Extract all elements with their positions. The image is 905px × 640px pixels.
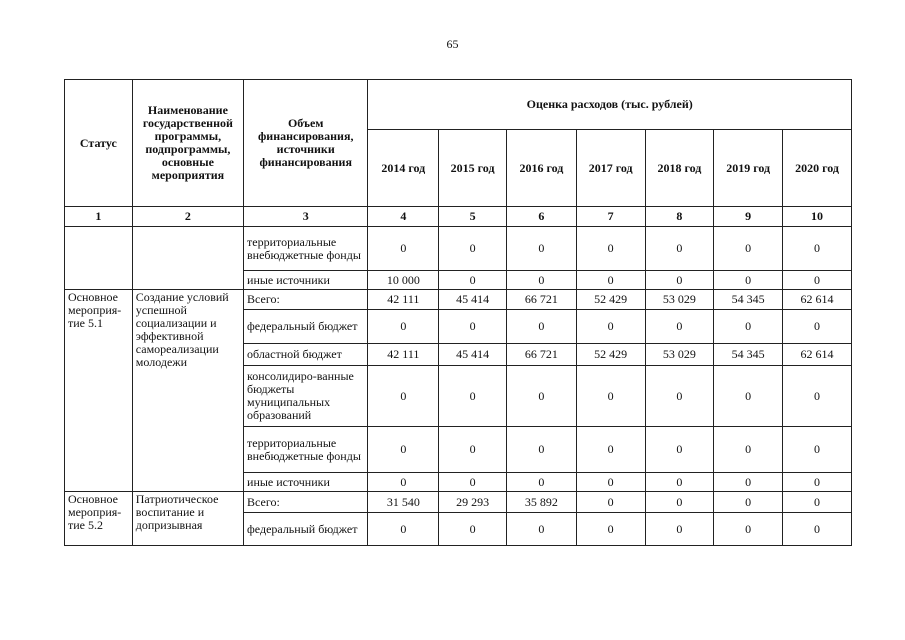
- status-cell: [65, 227, 133, 290]
- expense-table: [64, 79, 852, 546]
- value-cell: 0: [645, 513, 714, 546]
- value-cell: 0: [576, 513, 645, 546]
- value-cell: 54 345: [714, 344, 783, 366]
- column-number: 4: [368, 207, 439, 227]
- value-cell: 62 614: [783, 344, 852, 366]
- value-cell: 0: [506, 366, 576, 427]
- value-cell: 0: [506, 513, 576, 546]
- header-year: 2016 год: [506, 130, 576, 207]
- column-number: 5: [439, 207, 507, 227]
- funding-source: иные источники: [244, 473, 368, 492]
- value-cell: 0: [645, 427, 714, 473]
- value-cell: 0: [439, 473, 507, 492]
- program-name-cell: [132, 227, 243, 290]
- value-cell: 0: [714, 227, 783, 271]
- value-cell: 0: [783, 492, 852, 513]
- value-cell: 45 414: [439, 290, 507, 310]
- header-year: 2018 год: [645, 130, 714, 207]
- value-cell: 29 293: [439, 492, 507, 513]
- value-cell: 0: [439, 271, 507, 290]
- value-cell: 52 429: [576, 344, 645, 366]
- value-cell: 0: [714, 271, 783, 290]
- value-cell: 53 029: [645, 344, 714, 366]
- value-cell: 0: [783, 271, 852, 290]
- value-cell: 0: [368, 427, 439, 473]
- value-cell: 45 414: [439, 344, 507, 366]
- header-program-name: Наименование государственной программы, подпрограммы, основные мероприятия: [132, 80, 243, 207]
- table-row: [65, 290, 852, 310]
- value-cell: 0: [576, 427, 645, 473]
- value-cell: 0: [783, 310, 852, 344]
- status-cell: Основное мероприя-тие 5.1: [65, 290, 133, 492]
- value-cell: 31 540: [368, 492, 439, 513]
- value-cell: 0: [783, 366, 852, 427]
- value-cell: 0: [783, 473, 852, 492]
- value-cell: 0: [439, 310, 507, 344]
- funding-source: федеральный бюджет: [244, 513, 368, 546]
- value-cell: 0: [439, 427, 507, 473]
- value-cell: 0: [783, 513, 852, 546]
- value-cell: 0: [368, 473, 439, 492]
- funding-source: Всего:: [244, 290, 368, 310]
- funding-source: консолидиро-ванные бюджеты муниципальных образований: [244, 366, 368, 427]
- header-estimate: Оценка расходов (тыс. рублей): [368, 80, 852, 130]
- column-number: 9: [714, 207, 783, 227]
- header-year: 2017 год: [576, 130, 645, 207]
- value-cell: 0: [368, 513, 439, 546]
- value-cell: 0: [576, 492, 645, 513]
- header-funding: Объем финансирования, источники финансирования: [244, 80, 368, 207]
- header-year: 2014 год: [368, 130, 439, 207]
- value-cell: 0: [645, 492, 714, 513]
- program-name-cell: Создание условий успешной социализации и эффективной самореализации молодежи: [132, 290, 243, 492]
- value-cell: 0: [714, 513, 783, 546]
- column-number: 2: [132, 207, 243, 227]
- value-cell: 0: [368, 310, 439, 344]
- value-cell: 10 000: [368, 271, 439, 290]
- value-cell: 42 111: [368, 290, 439, 310]
- value-cell: 0: [576, 366, 645, 427]
- value-cell: 0: [576, 271, 645, 290]
- value-cell: 0: [368, 227, 439, 271]
- header-year: 2019 год: [714, 130, 783, 207]
- column-number: 10: [783, 207, 852, 227]
- value-cell: 0: [506, 427, 576, 473]
- value-cell: 35 892: [506, 492, 576, 513]
- column-number: 1: [65, 207, 133, 227]
- column-number: 7: [576, 207, 645, 227]
- value-cell: 0: [439, 513, 507, 546]
- value-cell: 0: [439, 366, 507, 427]
- value-cell: 0: [645, 366, 714, 427]
- value-cell: 54 345: [714, 290, 783, 310]
- value-cell: 0: [506, 271, 576, 290]
- value-cell: 0: [714, 310, 783, 344]
- value-cell: 0: [576, 310, 645, 344]
- value-cell: 0: [368, 366, 439, 427]
- header-status: Статус: [65, 80, 133, 207]
- value-cell: 0: [576, 227, 645, 271]
- value-cell: 0: [714, 366, 783, 427]
- page-number: 65: [446, 37, 459, 51]
- value-cell: 0: [645, 271, 714, 290]
- value-cell: 62 614: [783, 290, 852, 310]
- funding-source: областной бюджет: [244, 344, 368, 366]
- table-row: [65, 492, 852, 513]
- value-cell: 0: [576, 473, 645, 492]
- value-cell: 0: [783, 427, 852, 473]
- table-row: [65, 227, 852, 271]
- value-cell: 66 721: [506, 344, 576, 366]
- value-cell: 0: [645, 227, 714, 271]
- value-cell: 0: [645, 310, 714, 344]
- funding-source: территориальные внебюджетные фонды: [244, 227, 368, 271]
- value-cell: 0: [506, 310, 576, 344]
- status-cell: Основное мероприя-тие 5.2: [65, 492, 133, 546]
- value-cell: 0: [506, 227, 576, 271]
- value-cell: 0: [714, 427, 783, 473]
- header-year: 2020 год: [783, 130, 852, 207]
- value-cell: 0: [783, 227, 852, 271]
- header-year: 2015 год: [439, 130, 507, 207]
- program-name-cell: Патриотическое воспитание и допризывная: [132, 492, 243, 546]
- funding-source: федеральный бюджет: [244, 310, 368, 344]
- column-number: 3: [244, 207, 368, 227]
- column-number: 6: [506, 207, 576, 227]
- funding-source: Всего:: [244, 492, 368, 513]
- value-cell: 52 429: [576, 290, 645, 310]
- value-cell: 53 029: [645, 290, 714, 310]
- column-number: 8: [645, 207, 714, 227]
- value-cell: 0: [714, 492, 783, 513]
- value-cell: 66 721: [506, 290, 576, 310]
- value-cell: 0: [714, 473, 783, 492]
- value-cell: 0: [645, 473, 714, 492]
- funding-source: территориальные внебюджетные фонды: [244, 427, 368, 473]
- value-cell: 0: [439, 227, 507, 271]
- value-cell: 42 111: [368, 344, 439, 366]
- funding-source: иные источники: [244, 271, 368, 290]
- value-cell: 0: [506, 473, 576, 492]
